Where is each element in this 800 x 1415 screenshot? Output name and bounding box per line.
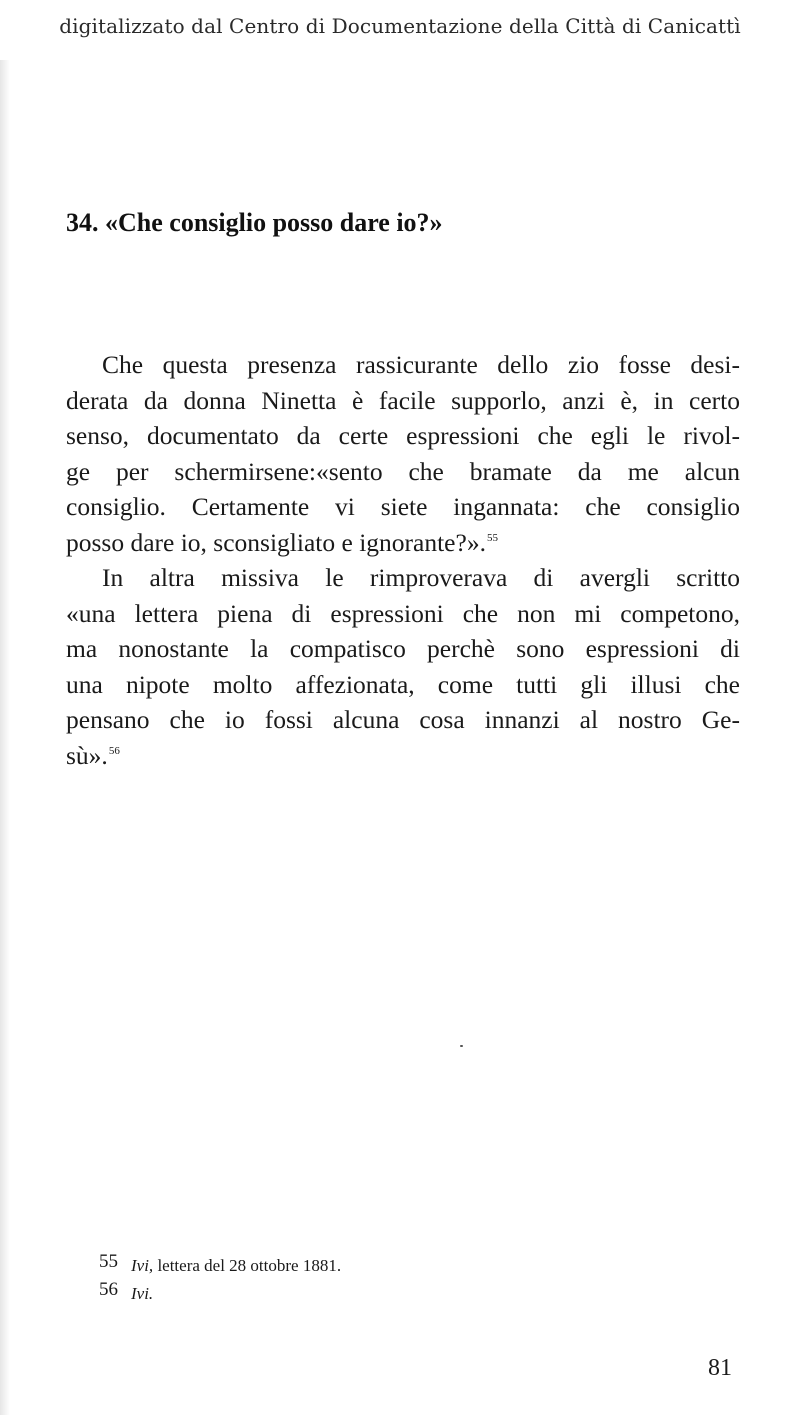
- page-number: 81: [708, 1355, 732, 1381]
- text-line: ge per schermirsene:«sento che bramate da me alcun: [66, 456, 740, 486]
- text-line: pensano che io fossi alcuna cosa innanzi al nostro Ge-: [66, 705, 740, 734]
- footnote-ivi: Ivi.: [131, 1284, 154, 1303]
- footnote-text: lettera del 28 ottobre 1881.: [153, 1256, 342, 1275]
- footnote-number: 55: [99, 1251, 118, 1272]
- text-line: senso, documentato da certe espressioni che egli le rivol-: [66, 421, 740, 450]
- text-line: ma nonostante la compatisco perchè sono espressioni di: [66, 634, 740, 663]
- section-title: 34. «Che consiglio posso dare io?»: [66, 208, 443, 237]
- text-line-content: sù».: [66, 740, 108, 770]
- footnote-ref-56: 56: [108, 745, 120, 757]
- paragraph-1: [66, 347, 740, 560]
- text-line: Che questa presenza rassicurante dello zio fosse desi-: [102, 350, 740, 379]
- text-line: una nipote molto affezionata, come tutti gli illusi che: [66, 669, 740, 699]
- footnotes: [99, 1252, 341, 1308]
- body-text: [66, 347, 740, 773]
- text-line: In altra missiva le rimproverava di avergli scritto: [102, 563, 740, 592]
- footnote-ivi: Ivi,: [131, 1256, 154, 1275]
- text-line-last: [66, 738, 740, 774]
- scan-speck: [460, 1045, 463, 1047]
- text-line: «una lettera piena di espressioni che non mi competono,: [66, 598, 740, 628]
- footnote-56: [99, 1280, 341, 1308]
- paragraph-2: [66, 560, 740, 773]
- text-line-content: posso dare io, sconsigliato e ignorante?».: [66, 527, 486, 557]
- page-edge-shadow: [0, 60, 10, 1415]
- footnote-ref-55: 55: [486, 532, 498, 544]
- footnote-55: [99, 1252, 341, 1280]
- digitization-watermark: digitalizzato dal Centro di Documentazione della Città di Canicattì: [59, 14, 741, 38]
- text-line-last: [66, 525, 740, 561]
- text-line: derata da donna Ninetta è facile supporlo, anzi è, in certo: [66, 385, 740, 415]
- text-line: consiglio. Certamente vi siete ingannata: che consiglio: [66, 492, 740, 521]
- footnote-number: 56: [99, 1279, 118, 1300]
